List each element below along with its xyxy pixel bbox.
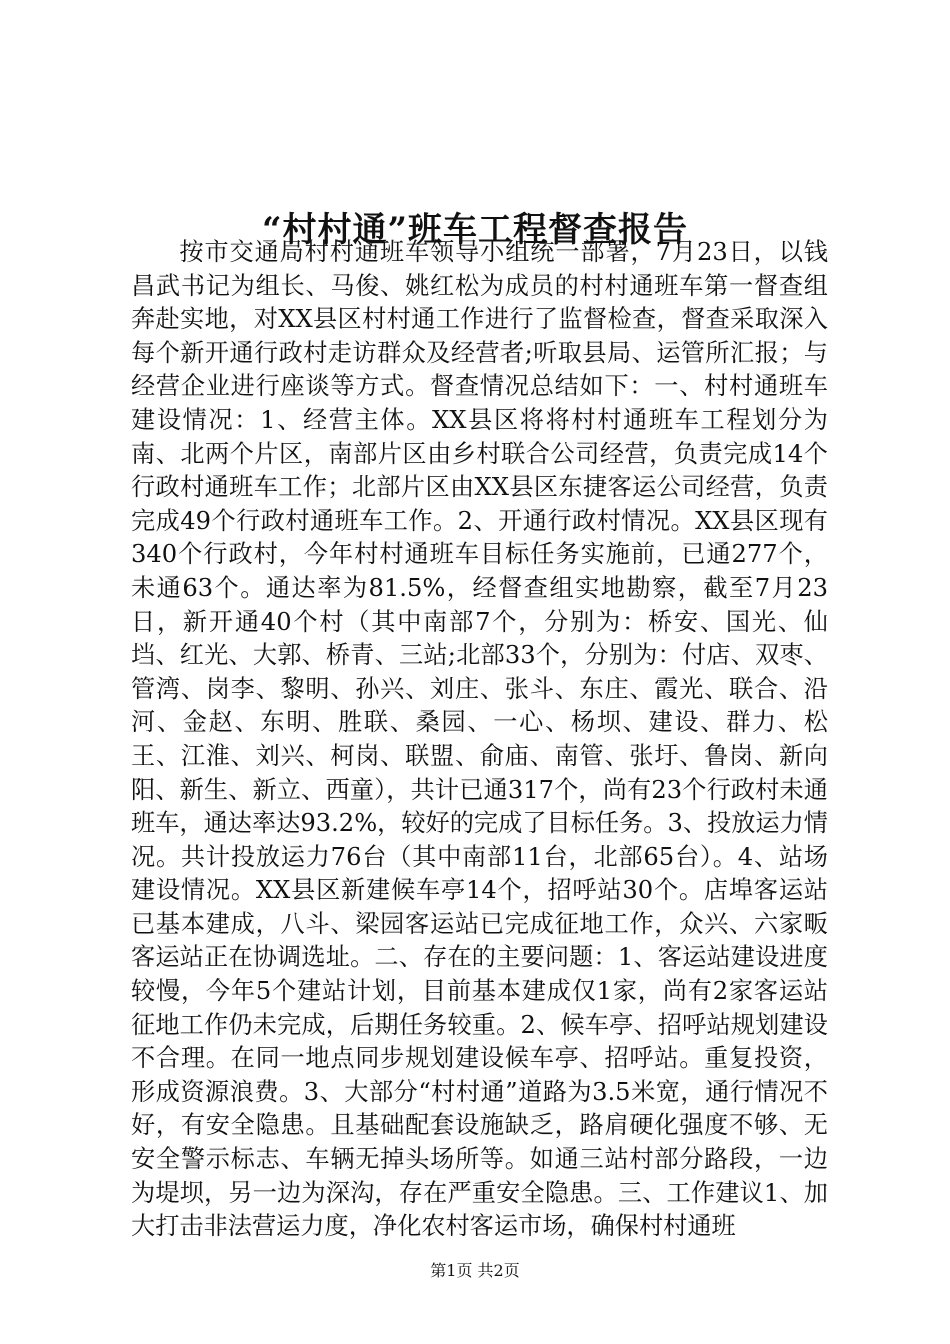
document-title: “村村通”班车工程督查报告 [261,209,689,250]
page-footer: 第1页 共2页 [430,1261,520,1280]
document-body-paragraph: 按市交通局村村通班车领导小组统一部署，7月23日，以钱昌武书记为组长、马俊、姚红松为成员的村村通班车第一督查组奔赴实地，对XX县区村村通工作进行了监督检查，督查采取深入每个新开通行政村走访群众及经营者;听取县局、运管所汇报；与经营企业进行座谈等方式。督查情况总结如下：一、村村通班车建设情况：1、经营主体。XX县区将将村村通班车工程划分为南、北两个片区，南部片区由乡村联合公司经营，负责完成14个行政村通班车工作；北部片区由XX县区东捷客运公司经营，负责完成49个行政村通班车工作。2、开通行政村情况。XX县区现有340个行政村，今年村村通班车目标任务实施前，已通277个，未通63个。通达率为81.5%，经督查组实地勘察，截至7月23日，新开通40个村（其中南部7个，分别为：桥安、国光、仙垱、红光、大郭、桥青、三站;北部33个，分别为：付店、双枣、管湾、岗李、黎明、孙兴、刘庄、张斗、东庄、霞光、联合、沿河、金赵、东明、胜联、桑园、一心、杨坝、建设、群力、松王、江淮、刘兴、柯岗、联盟、俞庙、南管、张圩、鲁岗、新向阳、新生、新立、西童），共计已通317个，尚有23个行政村未通班车，通达率达93.2%，较好的完成了目标任务。3、投放运力情况。共计投放运力76台（其中南部11台，北部65台）。4、站场建设情况。XX县区新建候车亭14个，招呼站30个。店埠客运站已基本建成，八斗、梁园客运站已完成征地工作，众兴、六家畈客运站正在协调选址。二、存在的主要问题：1、客运站建设进度较慢，今年5个建站计划，目前基本建成仅1家，尚有2家客运站征地工作仍未完成，后期任务较重。2、候车亭、招呼站规划建设不合理。在同一地点同步规划建设候车亭、招呼站。重复投资，形成资源浪费。3、大部分“村村通”道路为3.5米宽，通行情况不好，有安全隐患。且基础配套设施缺乏，路肩硬化强度不够、无安全警示标志、车辆无掉头场所等。如通三站村部分路段，一边为堤坝，另一边为深沟，存在严重安全隐患。三、工作建议1、加大打击非法营运力度，净化农村客运市场，确保村村通班 [131,238,828,1241]
